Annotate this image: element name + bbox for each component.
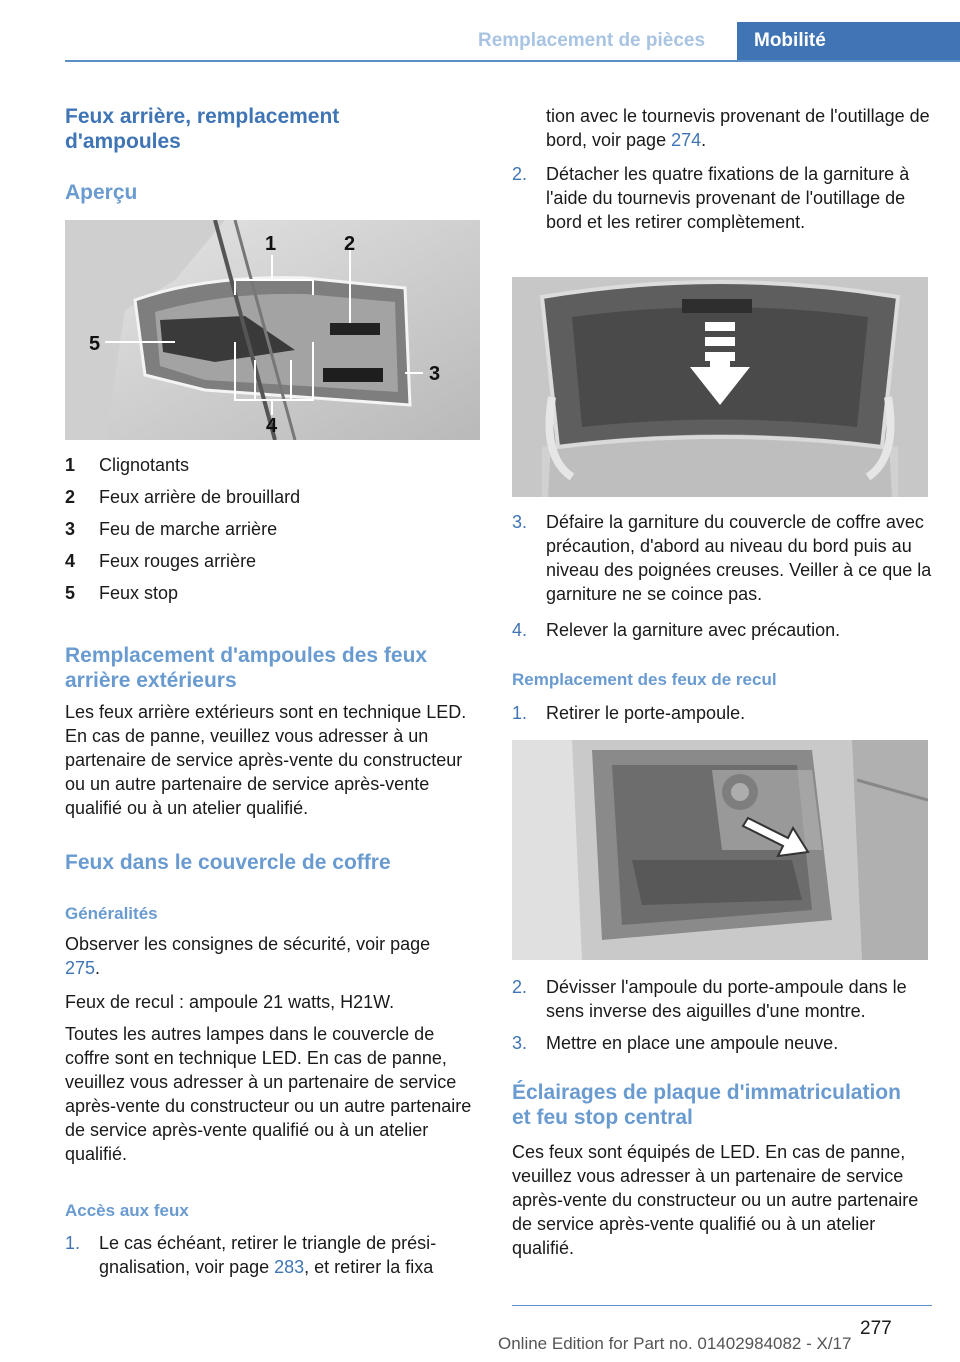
paragraph-safety-note: Observer les consignes de sécurité, voir page 275. <box>65 934 431 978</box>
bulb-holder-photo <box>512 740 928 960</box>
step-number: 2. <box>512 164 528 184</box>
section-title-outer-lights: Remplacement d'ampoules des feux arrière extérieurs <box>65 644 428 692</box>
header-chapter-tab: Mobilité <box>737 22 960 62</box>
legend-text: Feux rouges arrière <box>99 551 257 571</box>
step-continuation: tion avec le tournevis provenant de l'outillage de bord, voir page 274. <box>546 106 930 150</box>
paragraph-bulb-spec: Feux de recul : ampoule 21 watts, H21W. <box>65 992 395 1012</box>
page-number: 277 <box>860 1318 892 1339</box>
step-number: 3. <box>512 1033 528 1053</box>
page-link-274[interactable]: 274 <box>671 130 702 150</box>
diagram-label-3: 3 <box>429 363 441 385</box>
section-title-plate-lights: Éclairages de plaque d'immatriculation et feu stop central <box>512 1081 901 1129</box>
step-number: 3. <box>512 512 528 532</box>
step-text: Retirer le porte-ampoule. <box>546 703 746 723</box>
step-text: Mettre en place une ampoule neuve. <box>546 1033 839 1053</box>
diagram-label-5: 5 <box>89 333 101 355</box>
header-rule <box>65 60 960 62</box>
section-title-rear-lights: Feux arrière, remplacement d'ampoules <box>65 105 340 153</box>
subsection-title-general: Généralités <box>65 904 158 923</box>
diagram-label-4: 4 <box>266 415 278 437</box>
legend-number: 1 <box>65 455 76 475</box>
page-link-283[interactable]: 283 <box>274 1257 305 1277</box>
trunk-lid-illustration <box>512 277 928 497</box>
subsection-title-reverse-lights: Remplacement des feux de recul <box>512 670 777 689</box>
step-number: 1. <box>512 703 528 723</box>
diagram-label-2: 2 <box>344 233 356 255</box>
subsection-title-overview: Aperçu <box>65 181 138 204</box>
subsection-title-access: Accès aux feux <box>65 1201 189 1220</box>
legend-text: Clignotants <box>99 455 190 475</box>
legend-number: 4 <box>65 551 76 571</box>
step-text: Dévisser l'ampoule du porte-ampoule dans le sens inverse des aiguilles d'une montre. <box>546 977 907 1021</box>
paragraph-led-info: Toutes les autres lampes dans le couvercle de coffre sont en technique LED. En cas de panne, veuillez vous adresser à un partenaire de service après-vente du constructeur ou un autre partenaire de service après-vente qualifié ou à un atelier qualifié. <box>65 1024 472 1164</box>
section-title-trunk-lights: Feux dans le couvercle de coffre <box>65 851 391 874</box>
page-link-275[interactable]: 275 <box>65 958 96 978</box>
step-text: Détacher les quatre fixations de la garniture à l'aide du tournevis provenant de l'outillage de bord et les retirer complètement. <box>546 164 910 232</box>
tail-light-diagram <box>65 220 480 440</box>
legend-number: 2 <box>65 487 76 507</box>
legend-text: Feux stop <box>99 583 179 603</box>
legend-number: 3 <box>65 519 76 539</box>
header-section-title: Remplacement de pièces <box>478 30 706 51</box>
diagram-label-1: 1 <box>265 233 277 255</box>
step-text: Relever la garniture avec précaution. <box>546 620 841 640</box>
step-number: 4. <box>512 620 528 640</box>
step-text: Défaire la garniture du couvercle de coffre avec précaution, d'abord au niveau du bord puis au niveau des poignées creuses. Veiller à ce que la garniture ne se coince pas. <box>546 512 932 604</box>
step-text: Le cas échéant, retirer le triangle de présignalisation, voir page 283, et retirer la fixa <box>99 1233 437 1277</box>
footer-rule <box>512 1305 932 1306</box>
legend-text: Feu de marche arrière <box>99 519 278 539</box>
paragraph-plate-lights: Ces feux sont équipés de LED. En cas de panne, veuillez vous adresser à un partenaire de service après-vente du constructeur ou un autre partenaire de service après-vente qualifié ou à un atelier qualifié. <box>512 1142 919 1258</box>
step-number: 2. <box>512 977 528 997</box>
footer-edition: Online Edition for Part no. 01402984082 - X/17 <box>498 1334 852 1353</box>
legend-text: Feux arrière de brouillard <box>99 487 301 507</box>
paragraph-outer-lights: Les feux arrière extérieurs sont en technique LED. En cas de panne, veuillez vous adresser à un partenaire de service après-vente du constructeur ou un autre partenaire de service après-vente qualifié ou à un atelier qualifié. <box>65 702 467 818</box>
step-number: 1. <box>65 1233 81 1253</box>
legend-number: 5 <box>65 583 76 603</box>
